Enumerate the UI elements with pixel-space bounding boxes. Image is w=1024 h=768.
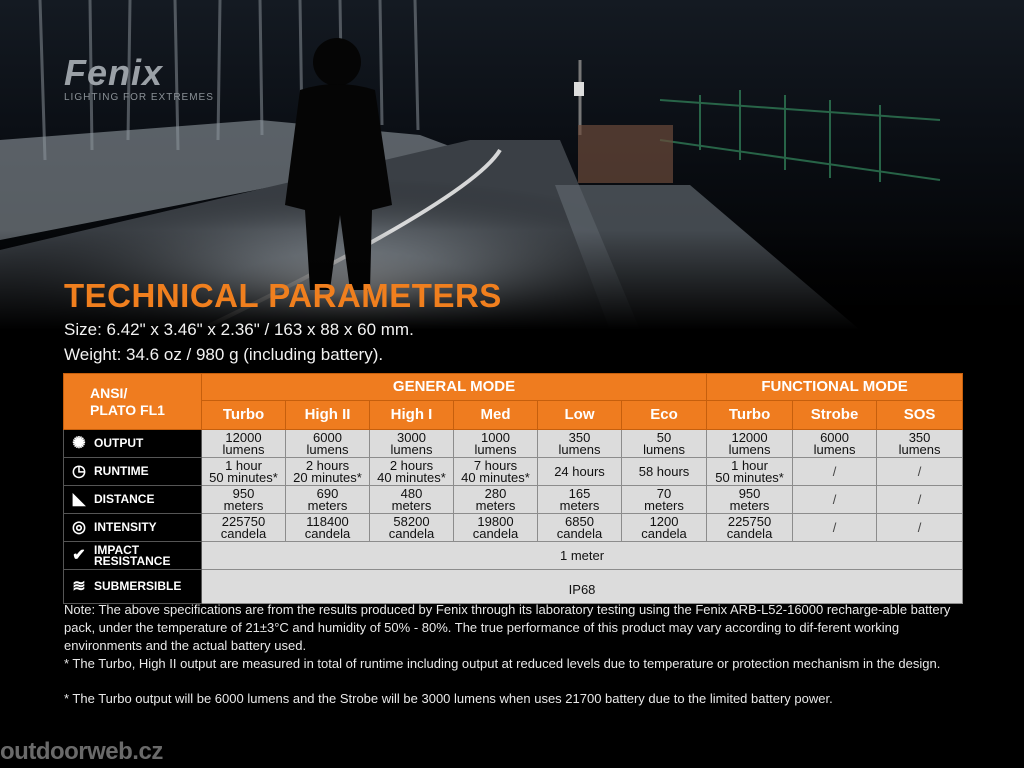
table-cell-text: 280 — [484, 485, 507, 501]
page-title: TECHNICAL PARAMETERS — [64, 277, 502, 314]
row-label-impact: ✔ IMPACT RESISTANCE — [64, 542, 202, 570]
spec-weight: Weight: 34.6 oz / 980 g (including battery). — [64, 345, 384, 364]
target-icon: ◎ — [72, 518, 86, 536]
table-cell-text: 50 — [656, 429, 672, 445]
table-cell-text: 12000 — [225, 429, 262, 445]
table-row-intensity — [64, 514, 963, 542]
table-cell — [622, 458, 707, 486]
table-cell-text: meters — [307, 497, 348, 513]
table-cell-text: lumens — [898, 441, 941, 457]
spec-size: Size: 6.42" x 3.46" x 2.36" / 163 x 88 x 60 mm. — [64, 320, 414, 339]
table-cell-text: 7 hours — [473, 457, 518, 473]
table-cell — [793, 514, 877, 542]
clock-icon: ◷ — [72, 462, 86, 480]
table-cell-text: candela — [472, 525, 519, 541]
mode-header: Strobe — [793, 401, 877, 430]
table-cell-text: 1 hour — [731, 457, 768, 473]
table-cell-text: candela — [556, 525, 603, 541]
table-cell — [202, 458, 286, 486]
note-footnote-1: * The Turbo, High II output are measured in total of runtime including output at reduced levels due to temperature or protection mechanism in the design. — [64, 656, 941, 671]
table-cell-text: 2 hours — [389, 457, 434, 473]
group-functional-mode: FUNCTIONAL MODE — [707, 374, 963, 401]
beam-icon: ◣ — [72, 490, 86, 508]
table-cell-text: lumens — [222, 441, 265, 457]
table-cell-text: / — [917, 491, 922, 507]
table-cell — [370, 486, 454, 514]
mode-header: Low — [538, 401, 622, 430]
table-cell-text: 58200 — [393, 513, 430, 529]
table-cell-text: 70 — [656, 485, 672, 501]
row-label-output: ✺ OUTPUT — [64, 430, 202, 458]
table-row-submersible — [64, 570, 963, 604]
table-cell-text: 6000 — [313, 429, 342, 445]
mode-header: Turbo — [202, 401, 286, 430]
brand-logo — [64, 52, 214, 103]
table-cell-text: 1000 — [481, 429, 510, 445]
table-corner-label — [64, 374, 202, 430]
table-cell — [793, 458, 877, 486]
table-cell-text: 58 hours — [638, 463, 690, 479]
table-cell-text: 1200 — [649, 513, 679, 529]
table-cell-text: 950 — [738, 485, 761, 501]
row-label-intensity: ◎ INTENSITY — [64, 514, 202, 542]
table-cell — [286, 514, 370, 542]
table-cell-text: 2 hours — [305, 457, 350, 473]
table-cell-text: 6850 — [565, 513, 594, 529]
table-cell — [538, 430, 622, 458]
table-cell-text: 118400 — [306, 513, 349, 529]
table-cell — [370, 514, 454, 542]
table-cell — [454, 514, 538, 542]
corner-line-1: ANSI/ — [90, 384, 128, 401]
table-cell-text: 950 — [232, 485, 255, 501]
table-cell-text: 225750 — [221, 513, 266, 529]
table-cell-text: candela — [220, 525, 267, 541]
table-cell-text: / — [917, 519, 922, 535]
table-cell-text: 6000 — [820, 429, 849, 445]
mode-header: Eco — [622, 401, 707, 430]
table-cell-text: lumens — [558, 441, 601, 457]
wave-icon: ≋ — [72, 577, 86, 595]
table-cell-text: candela — [388, 525, 435, 541]
table-cell — [286, 486, 370, 514]
table-cell-text: 1 hour — [225, 457, 262, 473]
table-cell-text: 350 — [568, 429, 591, 445]
row-label-runtime: ◷ RUNTIME — [64, 458, 202, 486]
table-cell-text: candela — [726, 525, 773, 541]
table-row-runtime — [64, 458, 963, 486]
table-cell-text: meters — [729, 497, 770, 513]
table-cell — [622, 430, 707, 458]
table-cell-text: meters — [475, 497, 516, 513]
corner-line-2: PLATO FL1 — [90, 401, 165, 418]
table-cell — [454, 458, 538, 486]
note-footnote-2: * The Turbo output will be 6000 lumens and the Strobe will be 3000 lumens when uses 21700 battery due to the limited battery power. — [64, 691, 833, 706]
table-cell-text: lumens — [813, 441, 856, 457]
table-cell-text: / — [832, 463, 837, 479]
table-cell — [538, 514, 622, 542]
note-main: Note: The above specifications are from the results produced by Fenix through its laboratory testing using the Fenix ARB-L52-16000 recharge-able battery pack, under the temperature of 21±3°C and humidity of 50% - 80%. The true performance of this product may vary according to dif-ferent working environments and the actual battery used. — [64, 602, 951, 653]
table-cell-text: 40 minutes* — [377, 469, 446, 485]
mode-header: SOS — [877, 401, 963, 430]
table-cell — [370, 458, 454, 486]
table-cell-text: lumens — [306, 441, 349, 457]
table-cell — [202, 486, 286, 514]
parameters-table — [63, 373, 963, 604]
table-cell-text: 225750 — [727, 513, 772, 529]
table-cell-text: 19800 — [477, 513, 514, 529]
table-cell — [877, 430, 963, 458]
mode-header: High I — [370, 401, 454, 430]
row-label-distance: ◣ DISTANCE — [64, 486, 202, 514]
table-cell — [622, 514, 707, 542]
impact-icon: ✔ — [72, 546, 86, 564]
table-cell-text: 3000 — [397, 429, 426, 445]
mode-header: Med — [454, 401, 538, 430]
table-cell — [793, 486, 877, 514]
table-cell — [877, 514, 963, 542]
table-cell-text: 350 — [908, 429, 931, 445]
watermark: outdoorweb.cz — [0, 738, 163, 765]
mode-header: High II — [286, 401, 370, 430]
mode-header: Turbo — [707, 401, 793, 430]
table-row-impact — [64, 542, 963, 570]
table-cell-text: / — [917, 463, 922, 479]
table-cell — [877, 486, 963, 514]
table-cell-text: 12000 — [731, 429, 768, 445]
table-cell-text: lumens — [643, 441, 685, 457]
table-cell-text: 50 minutes* — [209, 469, 278, 485]
table-cell-text: meters — [559, 497, 600, 513]
sun-burst-icon: ✺ — [72, 434, 86, 452]
brand-tagline: LIGHTING FOR EXTREMES — [64, 92, 214, 103]
table-cell-text: / — [832, 491, 837, 507]
table-row-distance — [64, 486, 963, 514]
table-cell-text: 24 hours — [554, 463, 605, 479]
row-label-submersible: ≋ SUBMERSIBLE — [64, 570, 202, 604]
group-general-mode: GENERAL MODE — [202, 374, 707, 401]
table-cell — [707, 458, 793, 486]
table-cell — [202, 514, 286, 542]
table-cell — [286, 430, 370, 458]
table-cell — [877, 458, 963, 486]
table-cell — [707, 430, 793, 458]
table-cell-text: 40 minutes* — [461, 469, 530, 485]
table-cell-text: candela — [641, 525, 687, 541]
table-cell — [286, 458, 370, 486]
table-cell-text: meters — [223, 497, 264, 513]
table-cell — [538, 458, 622, 486]
table-cell — [622, 486, 707, 514]
table-row-output — [64, 430, 963, 458]
submersible-value: IP68 — [202, 570, 963, 604]
table-cell-text: 50 minutes* — [715, 469, 784, 485]
table-cell-text: meters — [644, 497, 684, 513]
table-cell-text: 165 — [568, 485, 591, 501]
table-cell — [454, 430, 538, 458]
table-cell — [538, 486, 622, 514]
table-cell — [202, 430, 286, 458]
table-cell-text: lumens — [728, 441, 771, 457]
table-cell — [793, 430, 877, 458]
table-cell-text: / — [832, 519, 837, 535]
table-cell-text: lumens — [390, 441, 433, 457]
table-cell — [707, 514, 793, 542]
table-cell-text: 690 — [316, 485, 339, 501]
table-cell-text: candela — [304, 525, 351, 541]
table-cell-text: 20 minutes* — [293, 469, 362, 485]
table-cell-text: meters — [391, 497, 432, 513]
table-cell — [370, 430, 454, 458]
table-cell — [707, 486, 793, 514]
table-cell-text: lumens — [474, 441, 517, 457]
table-cell-text: 480 — [400, 485, 423, 501]
table-cell — [454, 486, 538, 514]
impact-value: 1 meter — [202, 542, 963, 570]
fenix-logo: Fenix — [64, 52, 164, 93]
